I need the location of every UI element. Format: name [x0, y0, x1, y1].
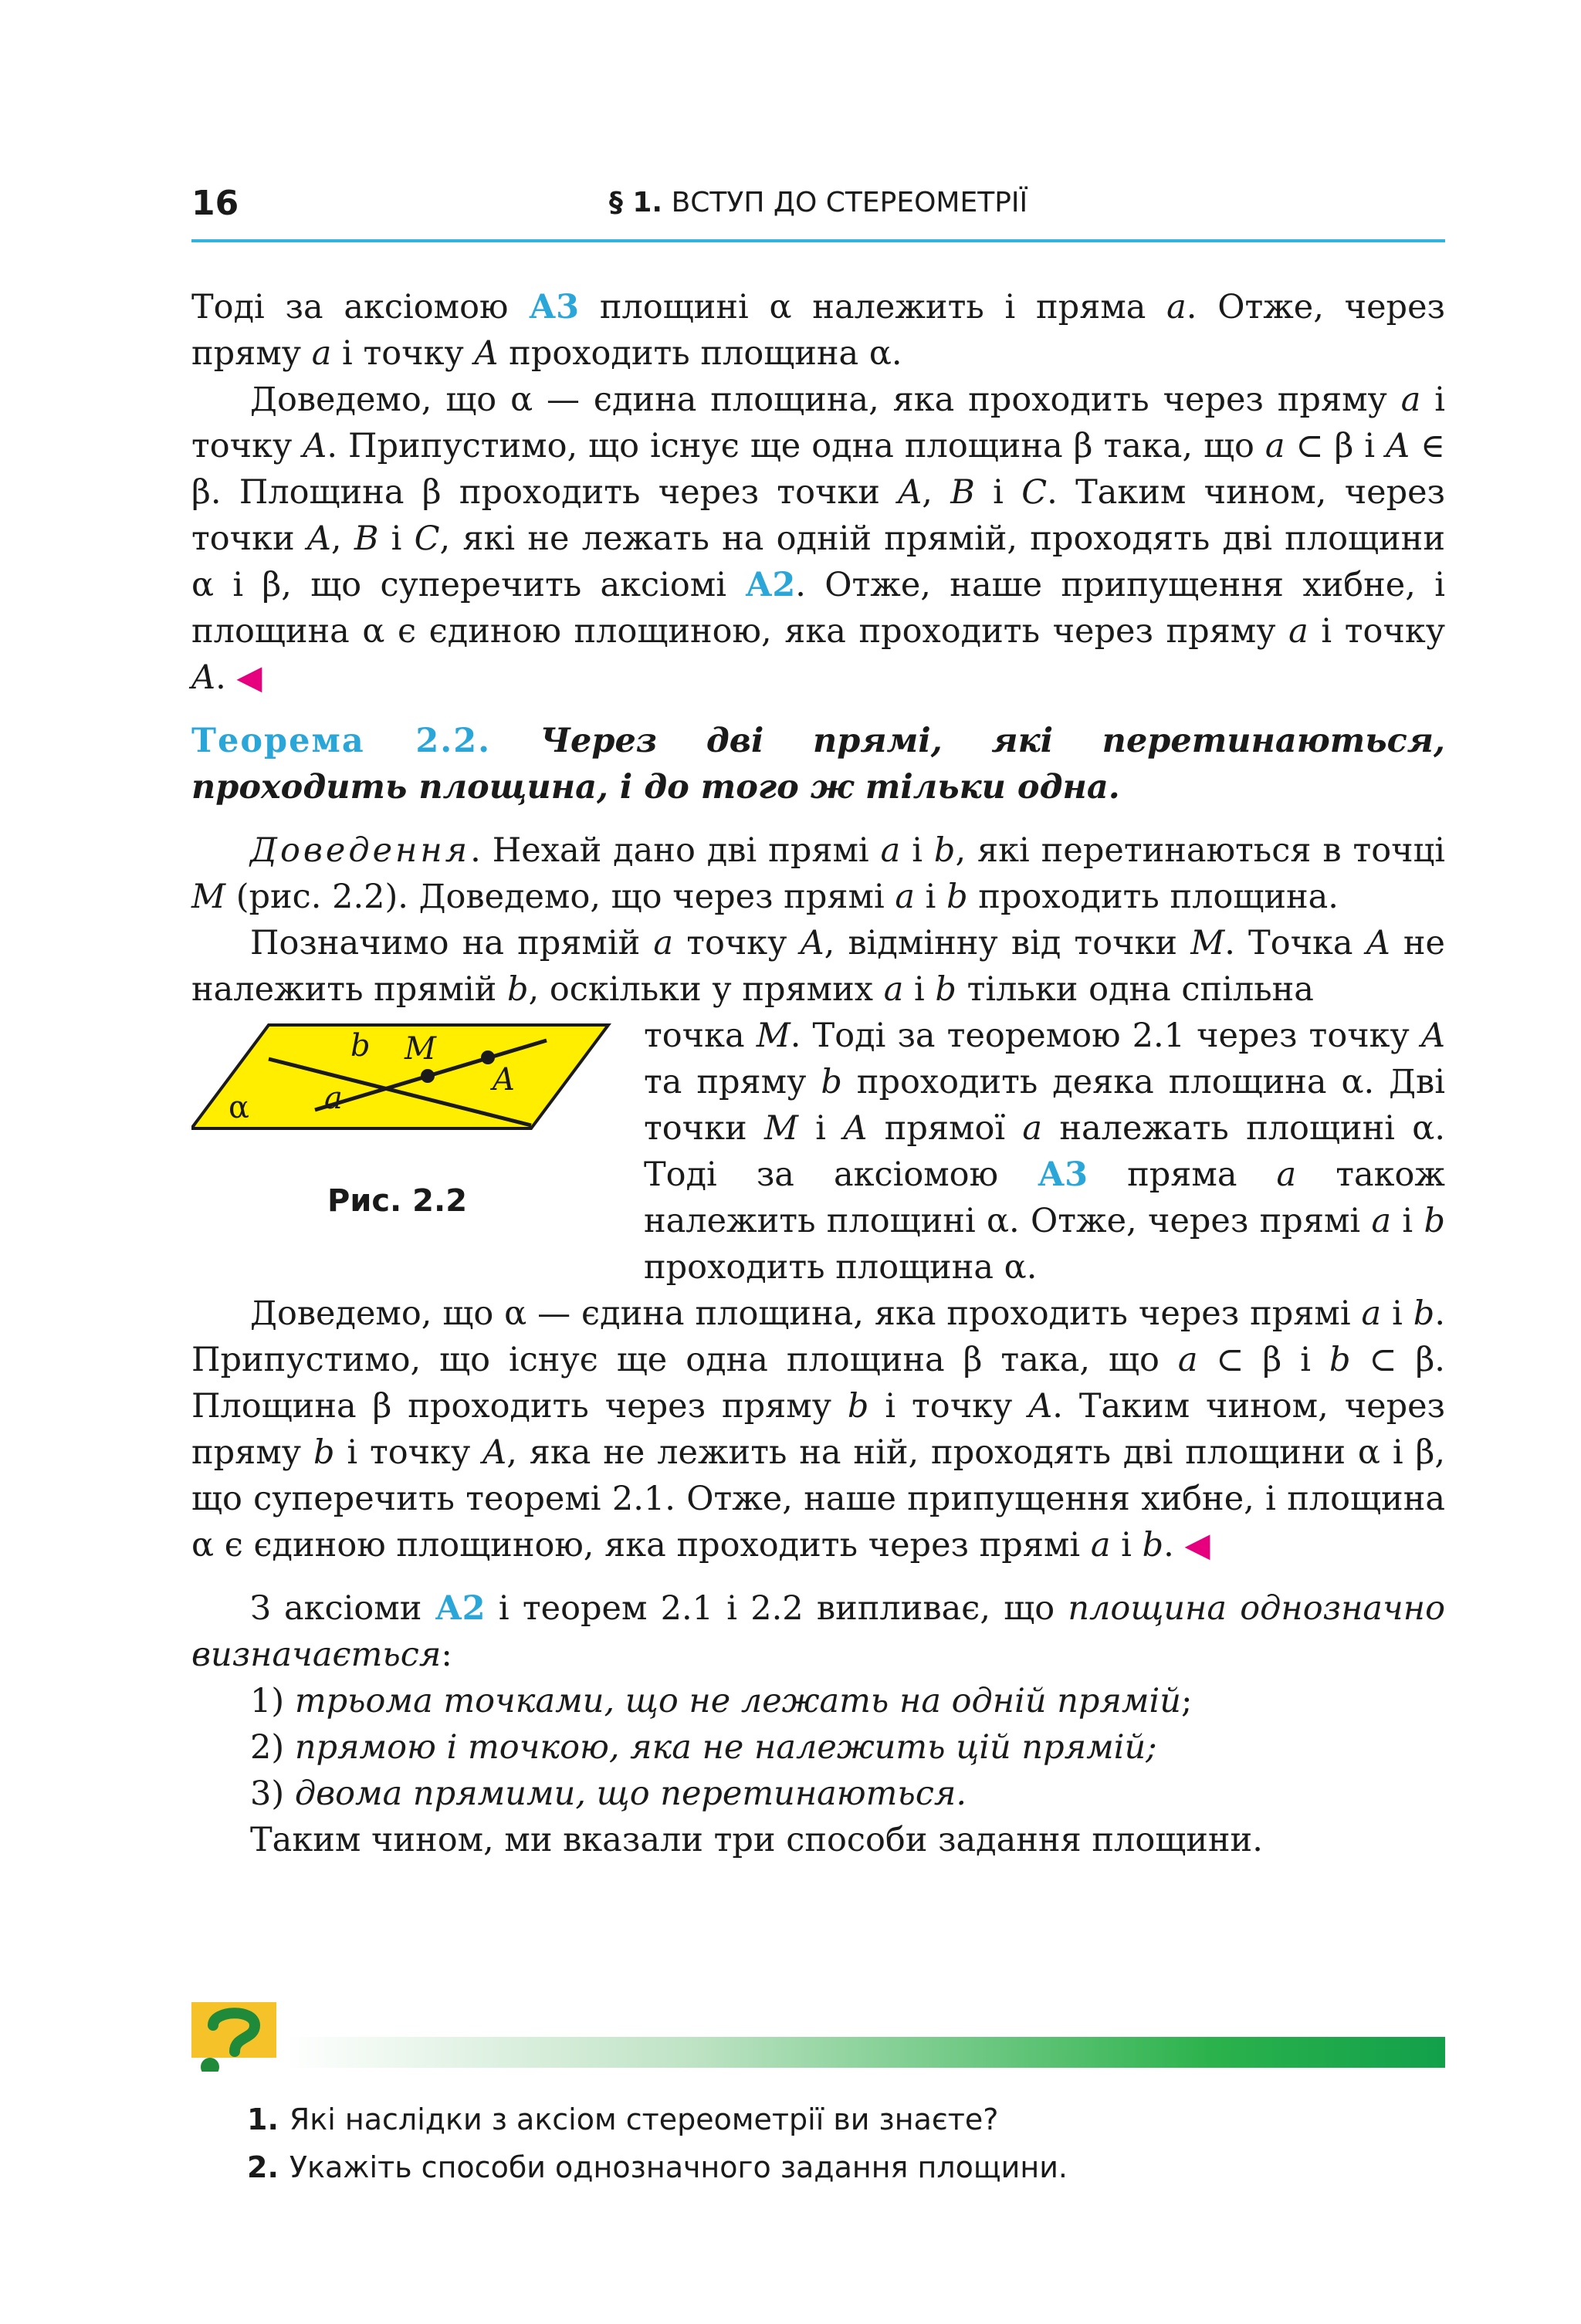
question-item: 1. Які наслідки з аксіом стереометрії ви знаєте? — [247, 2102, 999, 2136]
section-title — [191, 187, 1445, 218]
label-b: b — [350, 1028, 371, 1064]
proof-paragraph-1: Доведення. Нехай дано дві прямі a і b, які перетинаються в точці M (рис. 2.2). Доведемо, що через прямі a і b проходить площина. — [191, 831, 1446, 916]
proof-label: Доведення — [250, 831, 471, 870]
end-of-proof-icon: ◀ — [236, 658, 262, 697]
review-questions — [247, 2096, 1405, 2191]
page-number: 16 — [191, 184, 239, 223]
point-M — [421, 1069, 435, 1083]
axiom-ref: А2 — [745, 566, 796, 604]
paragraph-3: Доведемо, що α — єдина площина, яка проходить через прямі a і b. Припустимо, що існує ще одна площина β така, що a ⊂ β і b ⊂ β. Площина β проходить через пряму b і точку A. Таким чином, через пряму b і точку A, яка не лежить на ній, проходять дві площини α і β, що суперечить теоремі 2.1. Отже, наше припущення хибне, і площина α є єдиною площиною, яка проходить через прямі a і b. ◀ — [191, 1294, 1445, 1565]
label-M: M — [405, 1031, 436, 1067]
axiom-ref: А3 — [529, 288, 580, 326]
theorem-2-2 — [191, 718, 1445, 810]
questions-header — [191, 2002, 1445, 2072]
question-item: 2. Укажіть способи однозначного задання площини. — [247, 2150, 1068, 2184]
page-header — [191, 184, 1445, 242]
figure-block — [191, 1013, 1445, 1291]
section-name: ВСТУП ДО СТЕРЕОМЕТРІЇ — [671, 187, 1028, 218]
theorem-statement: Через дві прямі, які перетинаються, проходить площина, і до того ж тільки одна. — [191, 722, 1445, 807]
paragraph-4: З аксіоми А2 і теорем 2.1 і 2.2 випливає, що площина однозначно визначається: — [191, 1589, 1445, 1674]
paragraph-1: Тоді за аксіомою А3 площині α належить і пряма a. Отже, через пряму a і точку A проходить площина α. — [191, 288, 1445, 373]
question-mark-icon — [191, 2002, 276, 2072]
label-a: a — [324, 1081, 343, 1116]
figure-caption: Рис. 2.2 — [327, 1183, 468, 1219]
theorem-label: Теорема 2.2. — [191, 722, 492, 760]
axiom-ref: А2 — [435, 1589, 486, 1628]
label-alpha: α — [229, 1090, 250, 1125]
paragraph-2: Доведемо, що α — єдина площина, яка проходить через пряму a і точку A. Припустимо, що існує ще одна площина β така, що a ⊂ β і A ∈ β. Площина β проходить через точки A, B і C. Таким чином, через точки A, B і C, які не лежать на одній прямій, проходять дві площини α і β, що суперечить аксіомі А2. Отже, наше припущення хибне, і площина α є єдиною площиною, яка проходить через пряму a і точку A. ◀ — [191, 381, 1445, 697]
paragraph-5: Таким чином, ми вказали три способи задання площини. — [250, 1821, 1263, 1859]
questions-divider — [284, 2037, 1445, 2068]
proof-paragraph-3: точка M. Тоді за теоремою 2.1 через точку A та пряму b проходить деяка площина α. Дві точки M і A прямої a належать площині α. Тоді за аксіомою А3 пряма a також належить площині α. Отже, через прямі a і b проходить площина α. — [644, 1017, 1445, 1287]
proof-paragraph-2: Позначимо на прямій a точку A, відмінну від точки M. Точка A не належить прямій b, оскільки у прямих a і b тільки одна спільна — [191, 924, 1445, 1009]
axiom-ref: А3 — [1038, 1155, 1088, 1194]
list-item: 1) трьома точками, що не лежать на одній прямій; — [250, 1682, 1193, 1720]
section-number: § 1. — [608, 187, 663, 218]
page-content — [191, 284, 1445, 1863]
list-item: 2) прямою і точкою, яка не належить цій прямій; — [250, 1728, 1157, 1767]
end-of-proof-icon: ◀ — [1184, 1526, 1210, 1565]
label-A: A — [493, 1062, 515, 1098]
plane-diagram — [191, 1013, 624, 1167]
list-item: 3) двома прямими, що перетинаються. — [250, 1774, 967, 1813]
figure-2-2 — [191, 1013, 624, 1291]
